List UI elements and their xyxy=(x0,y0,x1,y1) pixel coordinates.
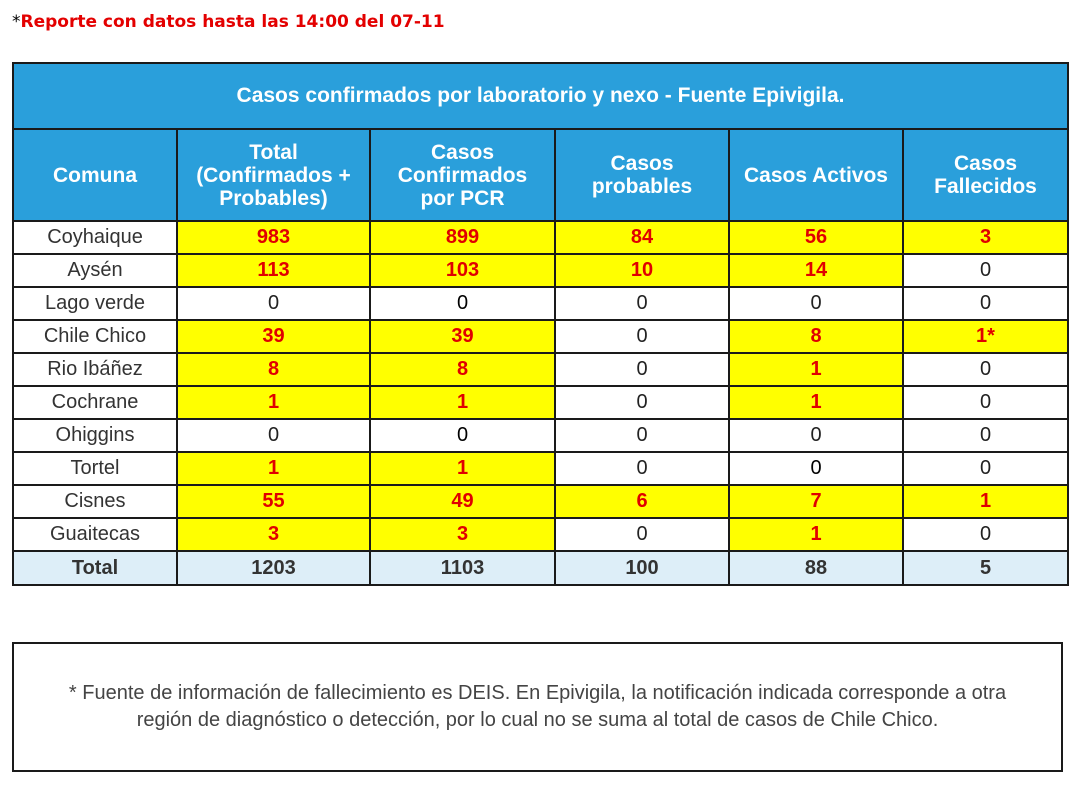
cell-activos: 1 xyxy=(729,386,903,419)
cell-comuna: Cisnes xyxy=(13,485,177,518)
cell-pcr: 0 xyxy=(370,287,555,320)
cell-fallecidos: 0 xyxy=(903,518,1068,551)
cell-comuna: Coyhaique xyxy=(13,221,177,254)
cell-probables: 10 xyxy=(555,254,729,287)
cell-probables: 6 xyxy=(555,485,729,518)
total-row xyxy=(13,551,1068,585)
header-total-line2: (Confirmados + xyxy=(196,163,351,187)
table-title: Casos confirmados por laboratorio y nexo - Fuente Epivigila. xyxy=(13,63,1068,129)
header-fallecidos xyxy=(903,129,1068,221)
header-total xyxy=(177,129,370,221)
cell-pcr: 899 xyxy=(370,221,555,254)
cell-activos: 14 xyxy=(729,254,903,287)
cell-activos: 8 xyxy=(729,320,903,353)
header-probables xyxy=(555,129,729,221)
cases-table xyxy=(12,62,1069,586)
cell-pcr: 103 xyxy=(370,254,555,287)
header-pcr-line3: por PCR xyxy=(420,186,505,210)
header-prob-line2: probables xyxy=(591,175,693,198)
cell-total: 1 xyxy=(177,452,370,485)
cell-pcr: 3 xyxy=(370,518,555,551)
cell-total: 113 xyxy=(177,254,370,287)
cell-total: 55 xyxy=(177,485,370,518)
header-comuna: Comuna xyxy=(13,129,177,221)
table-row xyxy=(13,485,1068,518)
cell-fallecidos: 0 xyxy=(903,353,1068,386)
header-total-line3: Probables) xyxy=(219,186,328,210)
cell-total: 8 xyxy=(177,353,370,386)
cell-pcr: 39 xyxy=(370,320,555,353)
cell-total: 39 xyxy=(177,320,370,353)
cell-total: 1 xyxy=(177,386,370,419)
cell-comuna: Cochrane xyxy=(13,386,177,419)
cell-probables: 0 xyxy=(555,353,729,386)
cell-total: 983 xyxy=(177,221,370,254)
cell-probables: 0 xyxy=(555,419,729,452)
table-row xyxy=(13,320,1068,353)
cell-pcr: 1 xyxy=(370,386,555,419)
header-prob-line1: Casos xyxy=(610,152,674,175)
total-pcr: 1103 xyxy=(370,551,555,585)
cell-activos: 0 xyxy=(729,419,903,452)
cell-total: 0 xyxy=(177,419,370,452)
cell-fallecidos: 1 xyxy=(903,485,1068,518)
cell-activos: 0 xyxy=(729,287,903,320)
header-total-line1: Total xyxy=(249,140,298,164)
cell-pcr: 49 xyxy=(370,485,555,518)
footnote-line1: * Fuente de información de fallecimiento es DEIS. En Epivigila, la notificación indicada corresponde a otra xyxy=(68,682,1007,704)
cell-probables: 0 xyxy=(555,287,729,320)
cell-total: 0 xyxy=(177,287,370,320)
cell-activos: 1 xyxy=(729,353,903,386)
cell-comuna: Aysén xyxy=(13,254,177,287)
cell-comuna: Chile Chico xyxy=(13,320,177,353)
report-note-star: * xyxy=(12,12,21,32)
cell-total: 3 xyxy=(177,518,370,551)
total-probables: 100 xyxy=(555,551,729,585)
cell-comuna: Tortel xyxy=(13,452,177,485)
total-activos: 88 xyxy=(729,551,903,585)
cell-probables: 0 xyxy=(555,452,729,485)
cell-comuna: Rio Ibáñez xyxy=(13,353,177,386)
cell-activos: 56 xyxy=(729,221,903,254)
cell-pcr: 0 xyxy=(370,419,555,452)
footnote-text xyxy=(69,680,1006,734)
report-note xyxy=(12,12,445,32)
cell-fallecidos: 3 xyxy=(903,221,1068,254)
cell-probables: 84 xyxy=(555,221,729,254)
cell-activos: 1 xyxy=(729,518,903,551)
cell-pcr: 1 xyxy=(370,452,555,485)
cell-probables: 0 xyxy=(555,320,729,353)
header-pcr xyxy=(370,129,555,221)
cell-comuna: Lago verde xyxy=(13,287,177,320)
cell-activos: 0 xyxy=(729,452,903,485)
table-row xyxy=(13,287,1068,320)
cell-fallecidos: 0 xyxy=(903,419,1068,452)
cell-comuna: Guaitecas xyxy=(13,518,177,551)
table-row xyxy=(13,518,1068,551)
header-fall-line2: Fallecidos xyxy=(934,175,1037,198)
cell-fallecidos: 0 xyxy=(903,452,1068,485)
total-label: Total xyxy=(13,551,177,585)
total-total: 1203 xyxy=(177,551,370,585)
header-fall-line1: Casos xyxy=(953,152,1018,175)
cell-fallecidos: 0 xyxy=(903,254,1068,287)
cell-pcr: 8 xyxy=(370,353,555,386)
cell-activos: 7 xyxy=(729,485,903,518)
cell-probables: 0 xyxy=(555,386,729,419)
table-row xyxy=(13,254,1068,287)
table-row xyxy=(13,419,1068,452)
cell-comuna: Ohiggins xyxy=(13,419,177,452)
total-fallecidos: 5 xyxy=(903,551,1068,585)
table-row xyxy=(13,221,1068,254)
table-row xyxy=(13,452,1068,485)
footnote-box xyxy=(12,642,1063,772)
table-row xyxy=(13,386,1068,419)
header-pcr-line2: Confirmados xyxy=(397,163,528,187)
cell-fallecidos: 0 xyxy=(903,287,1068,320)
cell-fallecidos: 0 xyxy=(903,386,1068,419)
footnote-line2: región de diagnóstico o detección, por lo cual no se suma al total de casos de Chile Chico. xyxy=(136,709,939,731)
table-row xyxy=(13,353,1068,386)
cell-fallecidos: 1* xyxy=(903,320,1068,353)
cases-table-container xyxy=(12,62,1067,586)
report-note-text: Reporte con datos hasta las 14:00 del 07-11 xyxy=(20,12,445,32)
cell-probables: 0 xyxy=(555,518,729,551)
header-activos: Casos Activos xyxy=(729,129,903,221)
header-pcr-line1: Casos xyxy=(430,140,495,164)
